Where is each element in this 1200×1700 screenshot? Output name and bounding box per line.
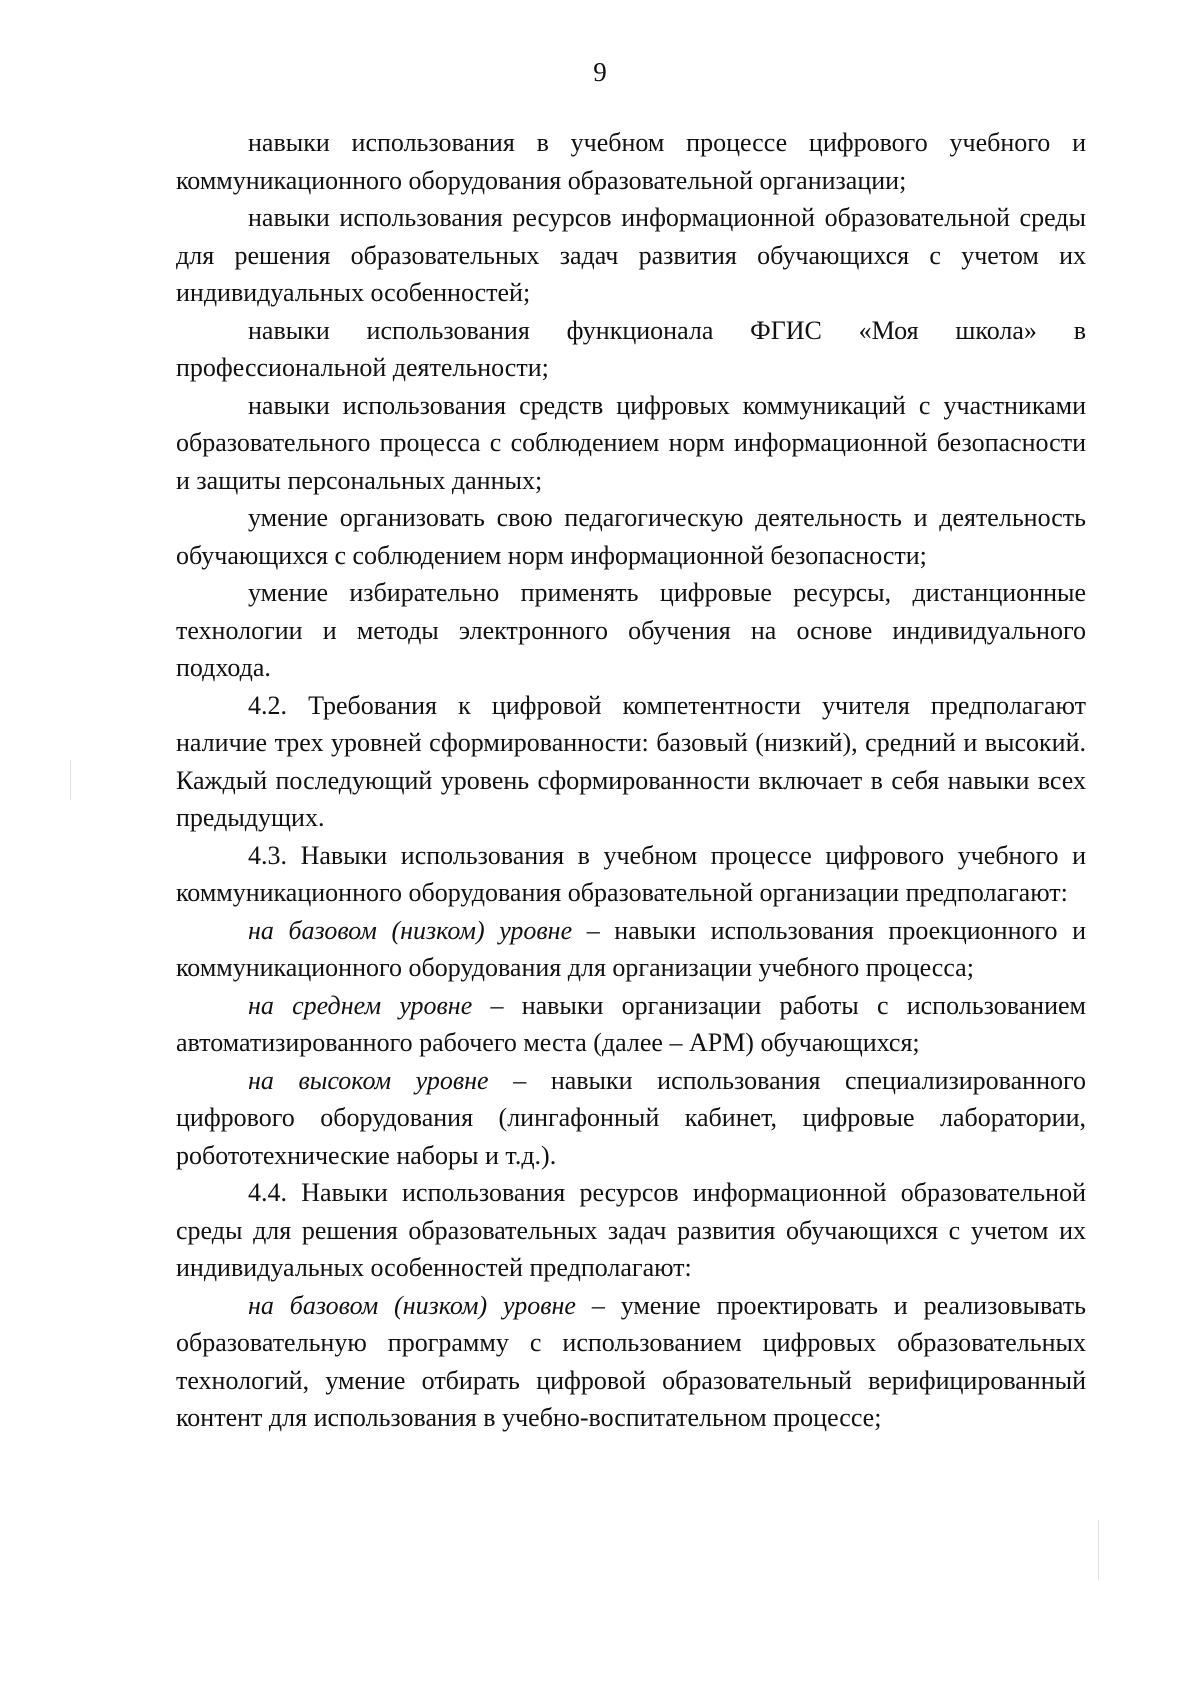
paragraph-4-4-basic-level [176,1287,1086,1437]
paragraph-4-3-high-level [176,1062,1086,1175]
scan-artifact [70,760,71,800]
paragraph-4-2-requirements: 4.2. Требования к цифровой компетентности учителя предполагают наличие трех уровней сформированности: базовый (низкий), средний и высокий. Каждый последующий уровень сформированности включает в себя навыки всех предыдущих. [176,690,1086,832]
level-text-basic: – навыки использования проекционного и коммуникационного оборудования для организации учебного процесса; [176,915,1086,982]
paragraph-equipment-skills: навыки использования в учебном процессе цифрового учебного и коммуникационного оборудования образовательной организации; [176,128,1086,195]
paragraph-selective-resources: умение избирательно применять цифровые ресурсы, дистанционные технологии и методы электронного обучения на основе индивидуального подхода. [176,578,1086,682]
paragraph-4-4-info-environment: 4.4. Навыки использования ресурсов информационной образовательной среды для решения образовательных задач развития обучающихся с учетом их индивидуальных особенностей предполагают: [176,1178,1086,1282]
paragraph-4-3-middle-level [176,987,1086,1062]
level-text-basic-4-4: – умение проектировать и реализовывать образовательную программу с использованием цифровых образовательных технологий, умение отбирать цифровой образовательный верифицированный контент для использования в учебно-воспитательном процессе; [176,1290,1086,1432]
level-label-basic: на базовом (низком) уровне [248,915,573,945]
paragraph-4-3-basic-level [176,912,1086,987]
page-number: 9 [593,57,607,87]
level-label-basic-4-4: на базовом (низком) уровне [248,1290,576,1320]
paragraph-organize-activity: умение организовать свою педагогическую деятельность и деятельность обучающихся с соблюдением норм информационной безопасности; [176,503,1086,570]
level-text-middle: – навыки организации работы с использованием автоматизированного рабочего места (далее – АРМ) обучающихся; [176,990,1086,1057]
paragraph-info-environment-skills: навыки использования ресурсов информационной образовательной среды для решения образовательных задач развития обучающихся с учетом их индивидуальных особенностей; [176,203,1086,307]
level-label-high: на высоком уровне [248,1065,489,1095]
paragraph-digital-communication-skills: навыки использования средств цифровых коммуникаций с участниками образовательного процесса с соблюдением норм информационной безопасности и защиты персональных данных; [176,390,1086,495]
paragraph-fgis-skills: навыки использования функционала ФГИС «Моя школа» в профессиональной деятельности; [176,315,1086,382]
document-body [176,124,1086,1437]
level-label-middle: на среднем уровне [248,990,473,1020]
level-text-high: – навыки использования специализированного цифрового оборудования (лингафонный кабинет, цифровые лаборатории, робототехнические наборы и т.д.). [176,1065,1087,1170]
scan-artifact [1098,1520,1099,1580]
paragraph-4-3-equipment: 4.3. Навыки использования в учебном процессе цифрового учебного и коммуникационного оборудования образовательной организации предполагают: [176,840,1086,907]
